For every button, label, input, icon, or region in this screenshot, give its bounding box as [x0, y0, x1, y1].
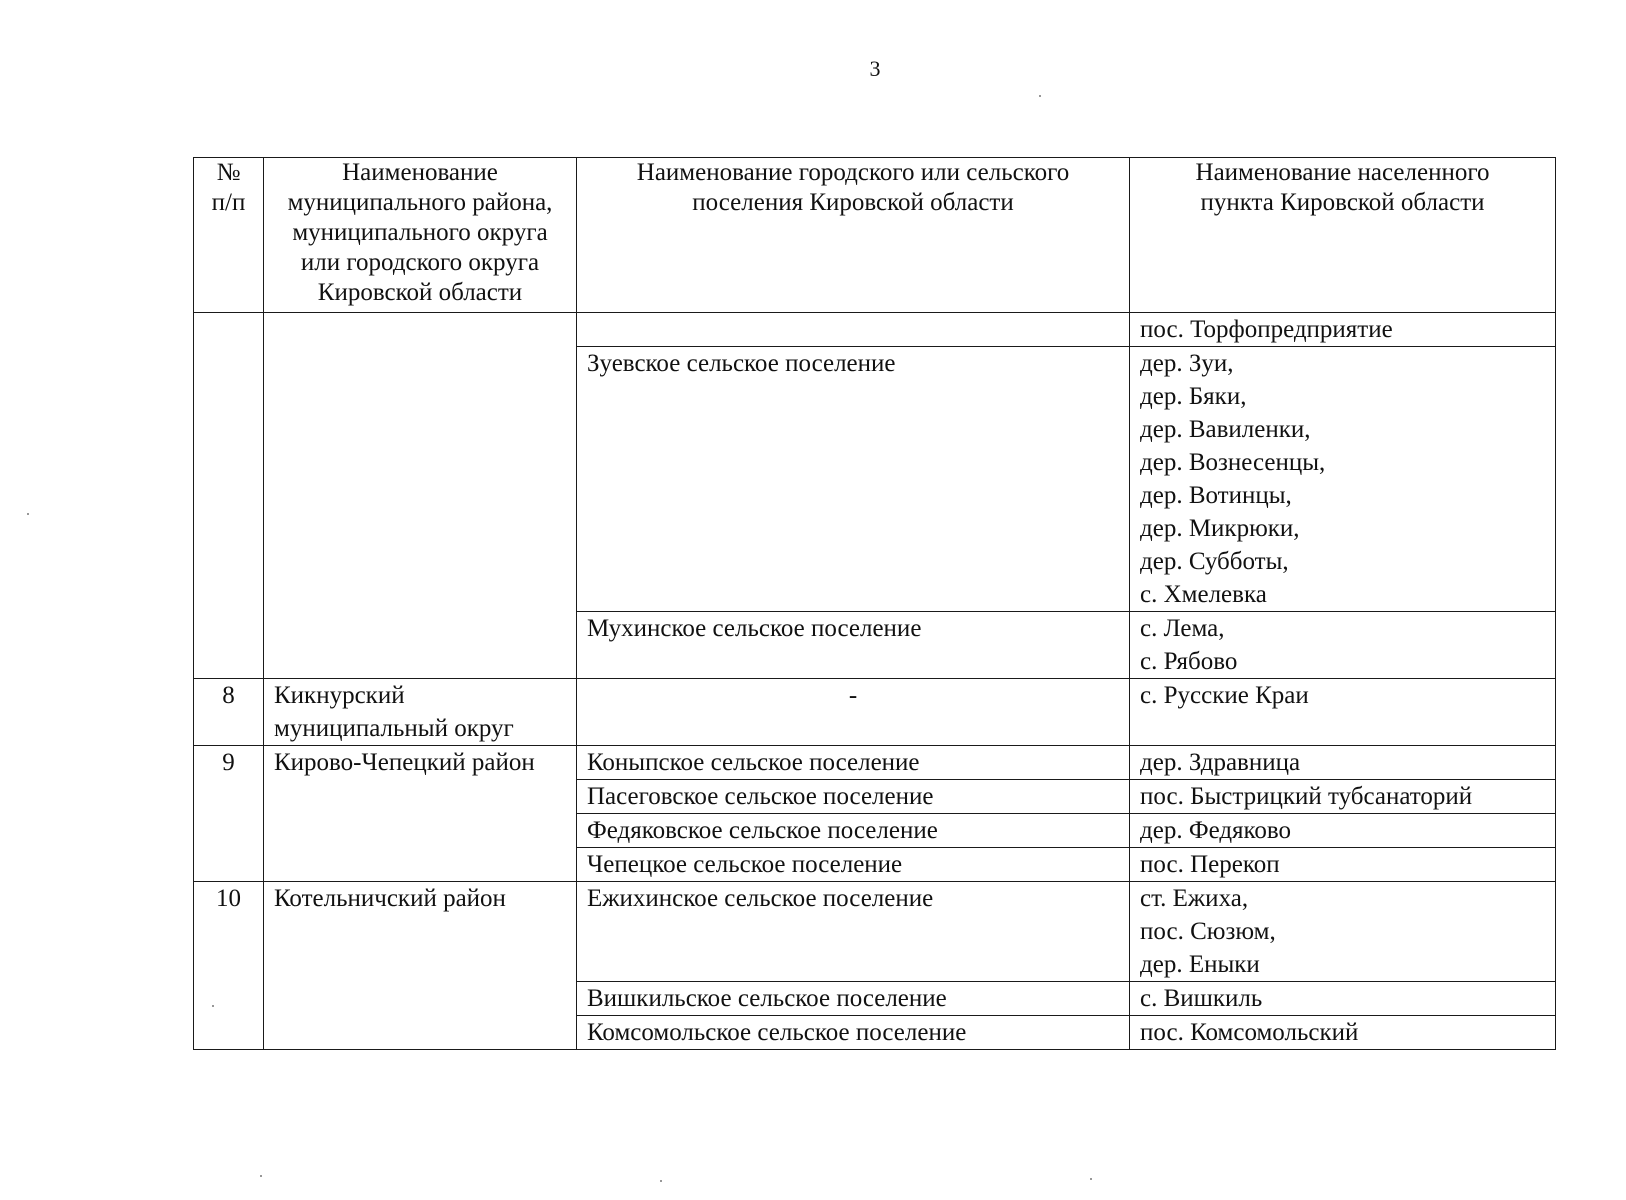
table-row: [194, 882, 1556, 982]
settlement-name: -: [577, 679, 1130, 746]
settlement-name: Пасеговское сельское поселение: [577, 780, 1130, 814]
table-row: [194, 746, 1556, 780]
locality-list: пос. Комсомольский: [1130, 1016, 1556, 1050]
settlement-name: Федяковское сельское поселение: [577, 814, 1130, 848]
scan-speck: [27, 513, 29, 515]
locality-list: с. Лема, с. Рябово: [1130, 612, 1556, 679]
row-number: 9: [194, 746, 264, 882]
settlement-name: Коныпское сельское поселение: [577, 746, 1130, 780]
header-number: № п/п: [194, 158, 264, 313]
row-number: 8: [194, 679, 264, 746]
district-name: Кирово-Чепецкий район: [264, 746, 577, 882]
locality-list: с. Русские Краи: [1130, 679, 1556, 746]
settlement-name: Вишкильское сельское поселение: [577, 982, 1130, 1016]
scan-speck: [260, 1175, 262, 1177]
settlement-name: Мухинское сельское поселение: [577, 612, 1130, 679]
header-locality: Наименование населенного пункта Кировской области: [1130, 158, 1556, 313]
settlement-name: Зуевское сельское поселение: [577, 347, 1130, 612]
scan-speck: [1039, 95, 1041, 97]
settlement-name: Комсомольское сельское поселение: [577, 1016, 1130, 1050]
settlement-name: Ежихинское сельское поселение: [577, 882, 1130, 982]
header-settlement: Наименование городского или сельского поселения Кировской области: [577, 158, 1130, 313]
scan-speck: [660, 1180, 662, 1182]
scan-speck: [1090, 1178, 1092, 1180]
settlement-name: [577, 313, 1130, 347]
settlement-name: Чепецкое сельское поселение: [577, 848, 1130, 882]
table-row: [194, 313, 1556, 347]
settlements-table: [193, 157, 1556, 1050]
locality-list: пос. Перекоп: [1130, 848, 1556, 882]
row-number: 10: [194, 882, 264, 1050]
locality-list: ст. Ежиха, пос. Сюзюм, дер. Еныки: [1130, 882, 1556, 982]
district-name: [264, 313, 577, 679]
table-header-row: [194, 158, 1556, 313]
table-row: [194, 679, 1556, 746]
locality-list: с. Вишкиль: [1130, 982, 1556, 1016]
row-number: [194, 313, 264, 679]
locality-list: пос. Торфопредприятие: [1130, 313, 1556, 347]
locality-list: пос. Быстрицкий тубсанаторий: [1130, 780, 1556, 814]
scan-speck: [212, 1005, 214, 1007]
header-district: Наименование муниципального района, муниципального округа или городского округа Кировской области: [264, 158, 577, 313]
page-number: 3: [869, 56, 881, 81]
district-name: Котельничский район: [264, 882, 577, 1050]
locality-list: дер. Федяково: [1130, 814, 1556, 848]
locality-list: дер. Зуи, дер. Бяки, дер. Вавиленки, дер. Вознесенцы, дер. Вотинцы, дер. Микрюки, дер. Субботы, с. Хмелевка: [1130, 347, 1556, 612]
locality-list: дер. Здравница: [1130, 746, 1556, 780]
district-name: Кикнурский муниципальный округ: [264, 679, 577, 746]
